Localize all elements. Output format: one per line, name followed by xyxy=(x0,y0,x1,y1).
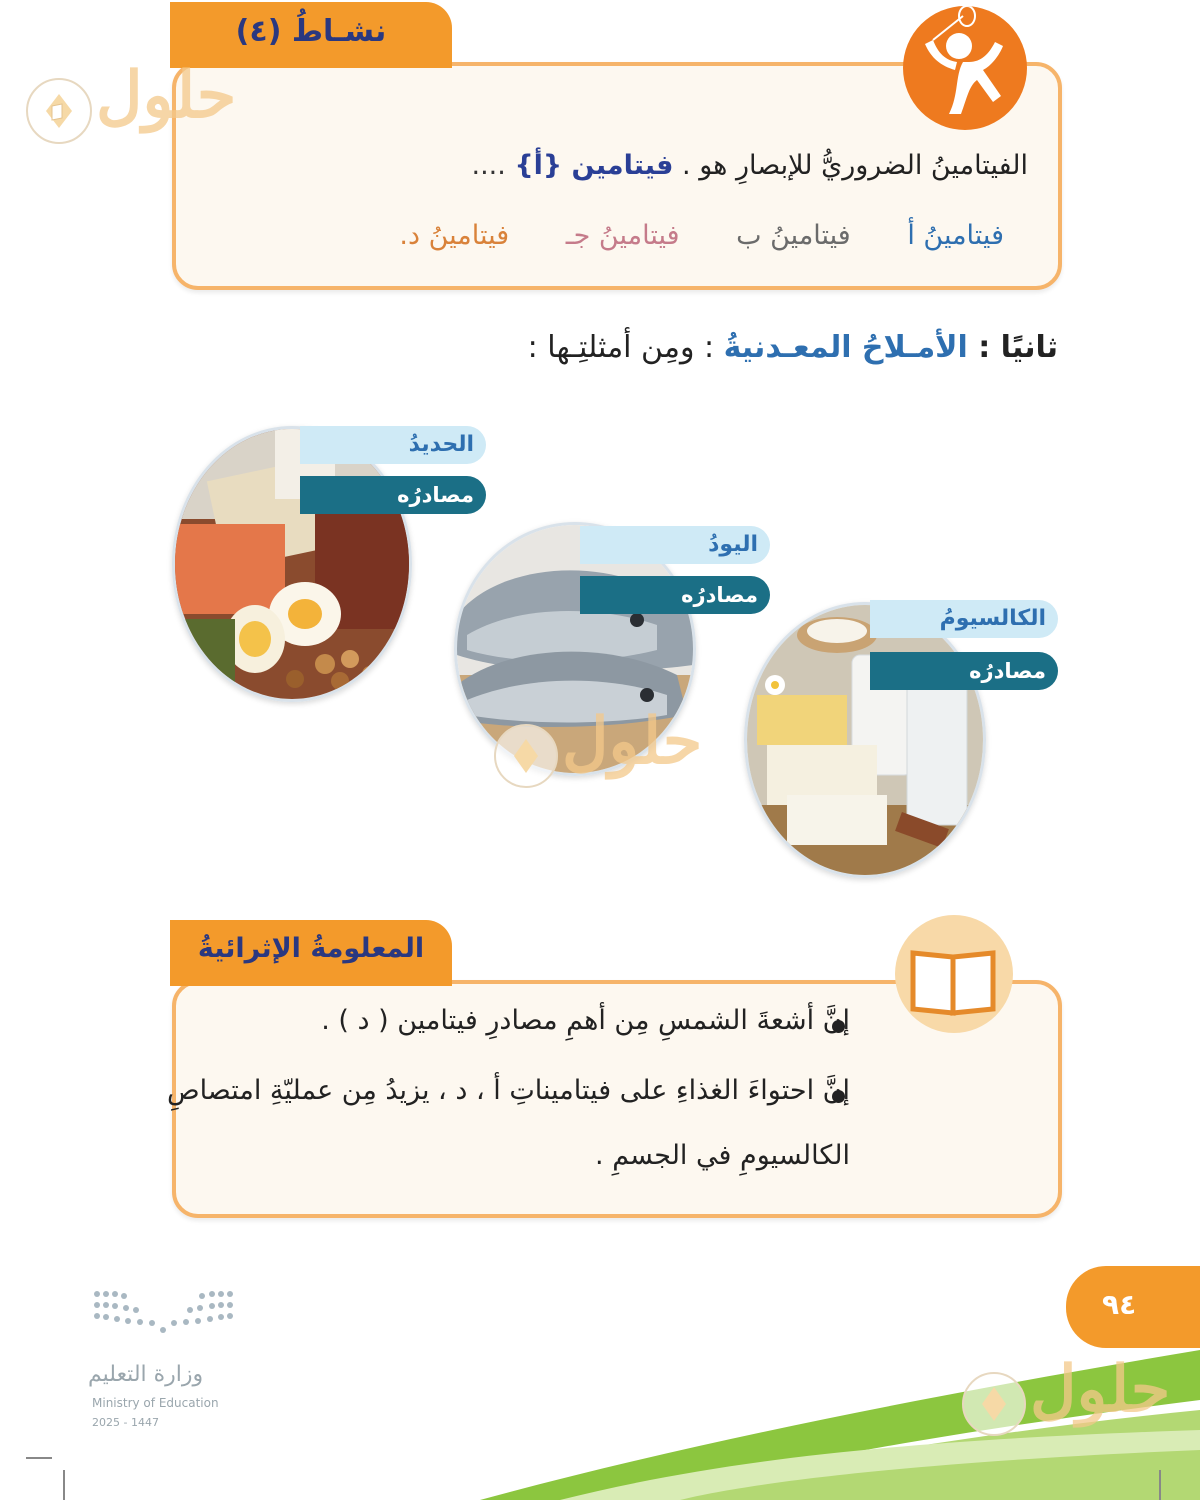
section-heading-part1: ثانيًا : xyxy=(967,330,1058,365)
enrichment-tab xyxy=(170,920,452,986)
enrichment-bullet-2-cont: الكالسيومِ في الجسمِ . xyxy=(595,1140,850,1171)
question-answer: فيتامين {أ} xyxy=(514,150,674,181)
watermark-text: حلول xyxy=(96,58,237,133)
activity-person-icon xyxy=(903,6,1027,130)
calcium-sources-label: مصادرُه xyxy=(870,652,1058,690)
ministry-year: 2025 - 1447 xyxy=(92,1416,159,1429)
calcium-label: الكالسيومُ xyxy=(870,600,1058,638)
ministry-name-english: Ministry of Education xyxy=(92,1396,219,1410)
iodine-sources-label: مصادرُه xyxy=(580,576,770,614)
activity-question: الفيتامينُ الضروريُّ للإبصارِ هو . فيتامين {أ} .... xyxy=(471,150,1028,181)
open-book-icon xyxy=(895,915,1013,1033)
section-heading xyxy=(528,330,1058,365)
section-heading-part3: : ومِن أمثلتِـها : xyxy=(527,330,724,365)
question-dots: .... xyxy=(471,150,506,181)
iron-sources-image xyxy=(172,426,412,702)
iron-label: الحديدُ xyxy=(300,426,486,464)
iodine-label: اليودُ xyxy=(580,526,770,564)
enrichment-bullet-1: إنَّ أشعةَ الشمسِ مِن أهمِ مصادرِ فيتامين ( د ) . xyxy=(321,1005,850,1036)
enrichment-bullet-2: إنَّ احتواءَ الغذاءِ على فيتاميناتِ أ ، د ، يزيدُ مِن عمليّةِ امتصاصِ xyxy=(166,1075,850,1106)
choice-c: فيتامينُ جـ xyxy=(565,220,680,251)
watermark-text-bottom: حلول xyxy=(1030,1352,1171,1427)
ministry-logo-icon xyxy=(92,1288,234,1344)
ministry-name-arabic: وزارة التعليم xyxy=(88,1362,204,1387)
choice-b: فيتامينُ ب xyxy=(736,220,851,251)
watermark-logo-icon xyxy=(26,78,92,144)
section-heading-part2: الأمـلاحُ المعـدنيةُ xyxy=(723,330,968,365)
watermark-text-middle: حلول xyxy=(562,704,703,779)
choice-d: فيتامينُ د. xyxy=(399,220,510,251)
activity-title: نشـاطُ (٤) xyxy=(235,14,387,49)
calcium-sources-image xyxy=(744,602,986,878)
question-text: الفيتامينُ الضروريُّ للإبصارِ هو xyxy=(699,150,1028,181)
activity-choices xyxy=(351,220,1004,251)
enrichment-title: المعلومةُ الإثرائيةُ xyxy=(197,933,425,964)
iron-sources-label: مصادرُه xyxy=(300,476,486,514)
watermark-logo-icon-bottom xyxy=(962,1372,1026,1436)
watermark-logo-icon-middle xyxy=(494,724,558,788)
choice-a: فيتامينُ أ xyxy=(907,220,1004,251)
page-number: ٩٤ xyxy=(1102,1288,1137,1321)
